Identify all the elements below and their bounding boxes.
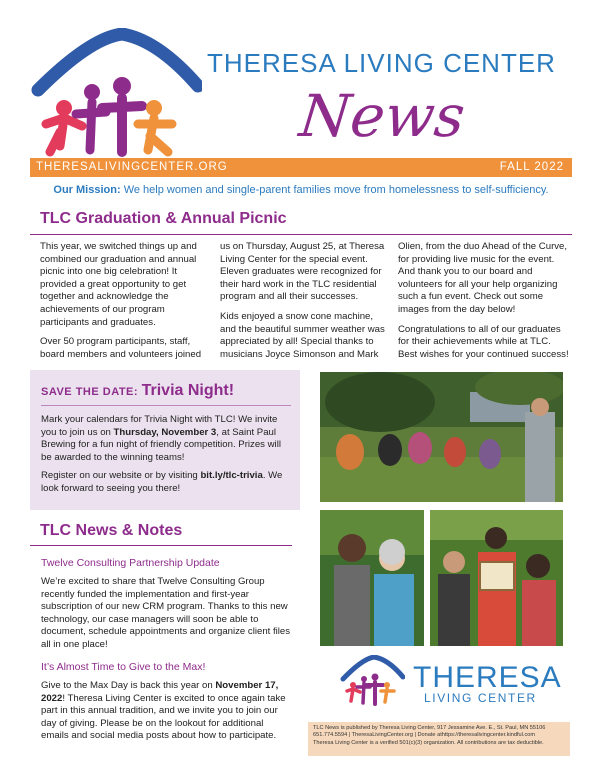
logo-wordmark: THERESA <box>413 661 562 694</box>
paragraph: Kids enjoyed a snow cone machine, and the beautiful summer weather was appreciated by all! Special thanks to musicians Joyce Simonson and Mark <box>220 310 385 360</box>
graduate-certificate-photo <box>430 510 563 646</box>
header-bar <box>30 158 572 177</box>
trivia-link[interactable]: bit.ly/tlc-trivia <box>200 470 263 482</box>
newsletter-org-title: THERESA LIVING CENTER <box>207 48 556 78</box>
participants-photo <box>320 510 424 646</box>
paragraph: Register on our website or by visiting bit.ly/tlc-trivia. We look forward to seeing you there! <box>41 470 283 494</box>
divider <box>30 234 572 235</box>
issue-label: FALL 2022 <box>499 161 564 173</box>
paragraph: This year, we switched things up and combined our graduation and annual picnic into one big celebration! It provided a great opportunity to get together and acknowledge the achievements of our program participants and graduates. <box>40 241 197 328</box>
paragraph: Olien, from the duo Ahead of the Curve, for providing live music for the event. And thank you to our board and volunteers for all your help organizing such a fun event. Check out some images from the day below! <box>398 241 568 315</box>
paragraph: Mark your calendars for Trivia Night with TLC! We invite you to join us on Thursday, November 3, at Saint Paul Brewing for a fun night of friendly competition. Prizes will be awarded to the winning teams! <box>41 414 281 463</box>
trivia-heading-prefix: SAVE THE DATE: <box>41 386 139 398</box>
newsletter-subtitle: News <box>296 82 469 150</box>
subheading: It’s Almost Time to Give to the Max! <box>41 661 206 673</box>
trivia-body <box>41 414 291 502</box>
logo-tagline: LIVING CENTER <box>424 691 537 705</box>
paragraph: Congratulations to all of our graduates for their achievements while at TLC. Best wishes for your continued success! <box>398 323 569 360</box>
footer-line: Theresa Living Center is a verified 501(c)(3) organization. All contributions are tax deductible. <box>313 739 544 746</box>
trivia-heading-main: Trivia Night! <box>141 382 235 399</box>
subheading: Twelve Consulting Partnership Update <box>41 557 220 569</box>
picnic-photo <box>320 372 563 502</box>
article-column <box>398 241 570 368</box>
divider <box>41 405 291 406</box>
graduation-heading: TLC Graduation & Annual Picnic <box>40 210 287 227</box>
trivia-heading <box>41 382 234 400</box>
paragraph: Give to the Max Day is back this year on November 17, 2022! Theresa Living Center is excited to once again take part in this annual tradition, and we invite you to join our day of giving. Please be on the lookout for additional emails and social media posts about how to participate. <box>41 680 286 742</box>
mission-text: We help women and single-parent families move from homelessness to self-sufficiency. <box>123 184 549 196</box>
mission-statement <box>30 184 572 196</box>
website-link[interactable]: THERESALIVINGCENTER.ORG <box>36 161 228 173</box>
paragraph: us on Thursday, August 25, at Theresa Living Center for the special event. Eleven graduates were recognized for their hard work in the TLC residential program and all their successes. <box>220 241 385 303</box>
paragraph: Over 50 program participants, staff, board members and volunteers joined <box>40 336 202 360</box>
give-date: November 17, 2022 <box>41 680 279 704</box>
logo-house-icon <box>30 28 202 158</box>
news-notes-heading: TLC News & Notes <box>40 522 183 539</box>
mission-label: Our Mission: <box>53 184 121 196</box>
publication-footer <box>308 722 570 756</box>
article-column <box>220 241 390 368</box>
trivia-date: Thursday, November 3 <box>113 426 217 438</box>
article-column <box>40 241 210 368</box>
divider <box>30 545 292 546</box>
paragraph: We’re excited to share that Twelve Consulting Group recently funded the implementation and first-year subscription of our new CRM program. Thanks to this new technology, our case managers will soon be able to document, schedule appointments and organize client files all in one place! <box>41 576 291 650</box>
footer-line: TLC News is published by Theresa Living Center, 917 Jessamine Ave. E., St. Paul, MN 55106 <box>313 725 546 731</box>
logo-house-icon <box>340 655 405 707</box>
footer-line: 651.774.5594 | TheresaLivingCenter.org | Donate athttps://theresalivingcenter.kindful.com <box>313 732 536 739</box>
